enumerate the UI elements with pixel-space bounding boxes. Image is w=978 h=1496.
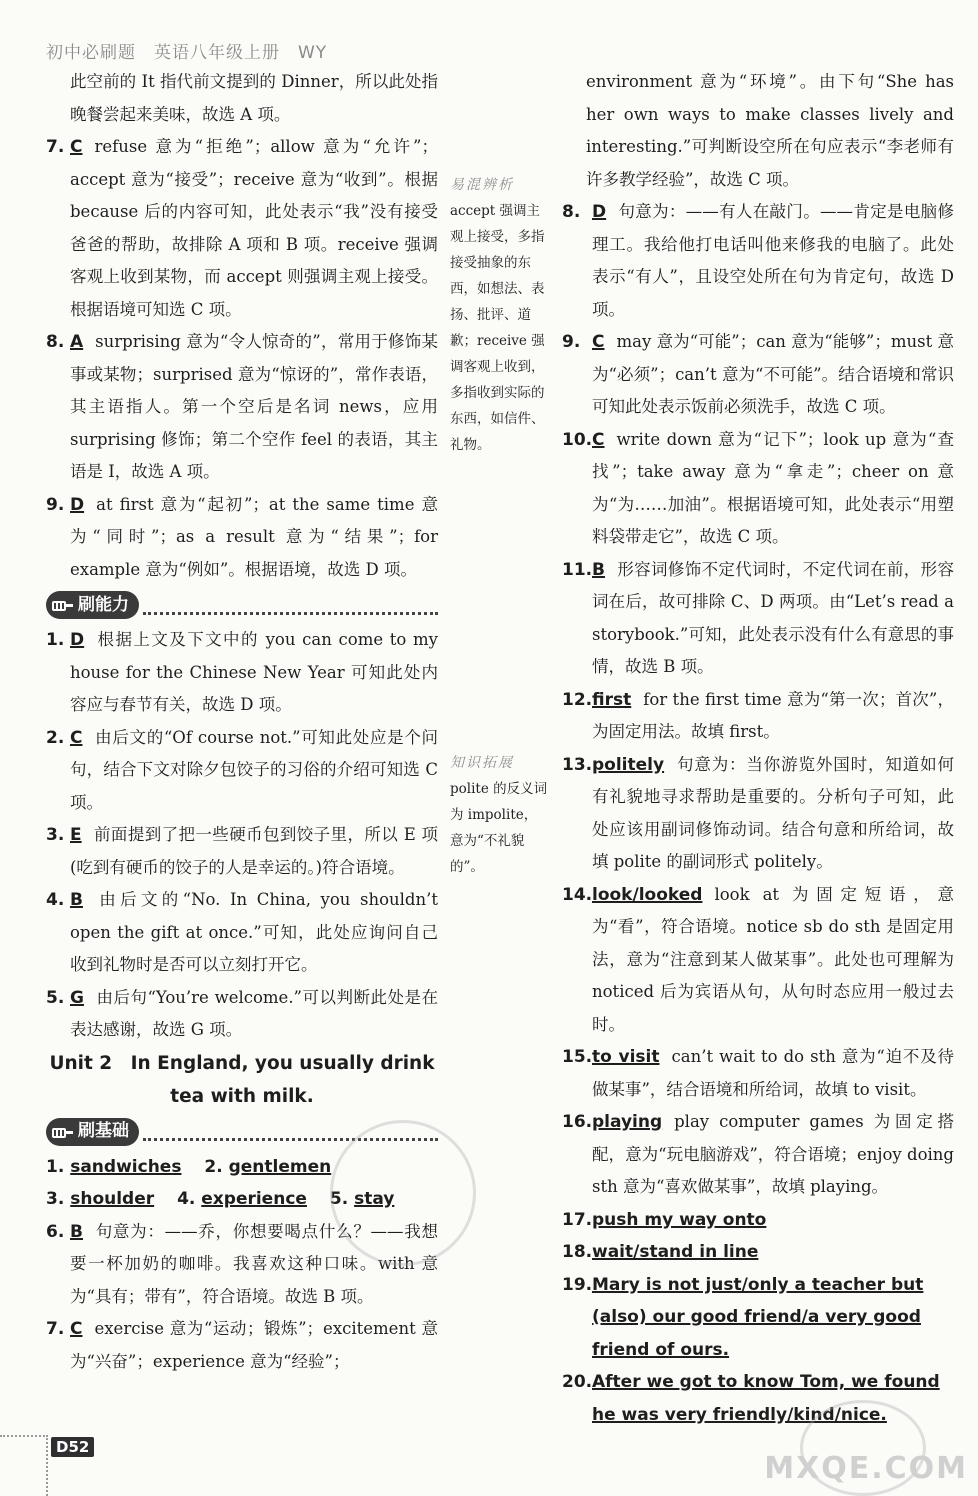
answer-item [562,879,954,1042]
answer-item [562,1041,954,1106]
explanation: write down 意为“记下”；look up 意为“查找”；take away 意为“拿走”；cheer on 意为“为……加油”。根据语境可知，此处表示“用塑料袋带走它”，故选 C 项。 [592,429,954,546]
section-header-ability [46,588,438,622]
unit-title-line2: tea with milk. [170,1085,314,1107]
answer: first [592,689,632,710]
answer: gentlemen [228,1156,332,1177]
page-number: D52 [51,1437,94,1457]
answer-item [46,884,438,982]
question-number: 18. [562,1242,593,1262]
answer: C [592,429,605,450]
answer: push my way onto [592,1209,767,1230]
question-number: 5. [46,987,65,1008]
answer-item [562,1236,954,1269]
unit-title-line1: Unit 2 In England, you usually drink [49,1052,435,1074]
question-number: 2. [46,727,65,748]
side-note-label: 知识拓展 [450,755,514,771]
answer: C [70,1319,83,1339]
answer-item [562,424,954,554]
explanation: may 意为“可能”；can 意为“能够”；must 意为“必须”；can’t 意为“不可能”。结合语境和常识可知此处表示饭前必须洗手，故选 C 项。 [592,332,954,416]
answer-item [562,554,954,684]
answer: D [70,494,85,515]
question-number: 9. [46,494,65,515]
question-number: 1. [46,630,65,650]
answer: B [592,559,605,580]
question-number: 4. [177,1189,196,1209]
unit-title [46,1047,438,1113]
question-number: 7. [46,137,65,157]
question-number: 2. [204,1156,223,1177]
explanation: for the first time 意为“第一次；首次”，为固定用法。故填 first。 [592,689,954,741]
answer: C [70,137,83,157]
explanation: 根据上文及下文中的 you can come to my house for the Chinese New Year 可知此处内容应与春节有关，故选 D 项。 [70,630,438,714]
watermark-stamp [330,1120,476,1266]
answer-item [46,326,438,489]
answer-item [562,1106,954,1204]
question-number: 12. [562,689,593,710]
answer: to visit [592,1047,660,1067]
question-number: 16. [562,1112,593,1132]
explanation: 由后文的“Of course not.”可知此处应是个问句，结合下文对除夕包饺子的习俗的介绍可知选 C 项。 [70,727,438,812]
answer: D [592,202,607,222]
explanation: exercise 意为“运动；锻炼”；excitement 意为“兴奋”；experience 意为“经验”； [70,1319,438,1371]
answer-item [46,982,438,1047]
question-number: 4. [46,890,65,910]
question-number: 3. [46,825,65,845]
explanation: 句意为：——有人在敲门。——肯定是电脑修理工。我给他打电话叫他来修我的电脑了。此处表示“有人”，且设空处所在句为肯定句，故选 D 项。 [592,202,954,319]
answer-item [46,131,438,326]
answer: wait/stand in line [592,1242,759,1262]
answer: Mary is not just/only a teacher but (also) our good friend/a very good friend of ours. [592,1274,924,1360]
question-number: 13. [562,754,593,775]
brush-icon [50,1122,74,1142]
answer-item [562,196,954,326]
left-intro: 此空前的 It 指代前文提到的 Dinner，所以此处指晚餐尝起来美味，故选 A 项。 [70,72,438,124]
answer: D [70,630,85,650]
answer-item [562,749,954,879]
explanation: surprising 意为“令人惊奇的”，常用于修饰某事或某物；surprised 意为“惊讶的”，常作表语，其主语指人。第一个空后是名词 news，应用 surprising 修饰；第二个空作 feel 的表语，其主语是 I，故选 A 项。 [70,332,438,481]
side-note-text: accept 强调主观上接受，多指接受抽象的东西，如想法、表扬、批评、道歉；receive 强调客观上收到，多指收到实际的东西，如信件、礼物。 [450,203,545,453]
question-number: 6. [46,1221,65,1242]
answer: playing [592,1112,663,1132]
explanation: 句意为：——乔，你想要喝点什么？——我想要一杯加奶的咖啡。我喜欢这种口味。with 意为“具有；带有”，符合语境。故选 B 项。 [70,1221,438,1306]
explanation: 由后句“You’re welcome.”可以判断此处是在表达感谢，故选 G 项。 [70,987,438,1039]
answer: shoulder [70,1189,155,1209]
right-intro: environment 意为“环境”。由下句“She has her own ways to make classes lively and interesting.”可判断设空所在句应表示“李老师有许多教学经验”，故选 C 项。 [586,72,954,189]
question-number: 17. [562,1209,593,1230]
side-note-text: polite 的反义词为 impolite，意为“不礼貌的”。 [450,781,548,875]
section-title: 刷基础 [78,1121,129,1142]
section-badge [46,1118,139,1146]
divider [143,596,438,615]
side-note-label: 易混辨析 [450,177,514,193]
explanation: at first 意为“起初”；at the same time 意为“同时”；as a result 意为“结果”；for example 意为“例如”。根据语境，故选 D 项。 [70,494,438,579]
explanation: 前面提到了把一些硬币包到饺子里，所以 E 项(吃到有硬币的饺子的人是幸运的。)符合语境。 [70,825,438,877]
question-number: 8. [46,332,65,352]
question-number: 10. [562,429,593,450]
answer-item [46,1313,438,1378]
question-number: 9. [562,332,581,352]
watermark: MXQE.COM [764,1451,968,1486]
answer-item [562,1269,954,1367]
page-header: 初中必刷题 英语八年级上册 WY [46,43,328,63]
question-number: 5. [329,1189,349,1209]
answer: sandwiches [70,1156,182,1177]
answer: look/looked [592,884,703,905]
answer-item [46,624,438,722]
question-number: 14. [562,884,593,905]
answer: B [70,890,83,910]
answer: G [70,987,84,1008]
answer: stay [354,1189,395,1209]
answer: experience [201,1189,307,1209]
answer-item [562,684,954,749]
answer: A [70,332,84,352]
answer: C [70,727,83,748]
question-number: 8. [562,202,581,222]
explanation: play computer games 为固定搭配，意为“玩电脑游戏”，符合语境；enjoy doing sth 意为“喜欢做某事”，故填 playing。 [592,1112,954,1196]
explanation: refuse 意为“拒绝”；allow 意为“允许”；accept 意为“接受”；receive 意为“收到”。根据 because 后的内容可知，此处表示“我”没有接受爸爸的帮助，故排除 A 项和 B 项。receive 强调客观上收到某物，而 accept 则强调主观上接受。根据语境可知选 C 项。 [70,137,438,319]
explanation: 形容词修饰不定代词时，不定代词在前，形容词在后，故可排除 C、D 两项。由“Let’s read a storybook.”可知，此处表示没有什么有意思的事情，故选 B 项。 [592,559,954,676]
side-note-confusables [450,172,550,458]
answer-item [46,722,438,820]
right-column [562,66,954,1431]
answer: politely [592,754,665,775]
question-number: 15. [562,1047,593,1067]
answer: B [70,1221,83,1242]
section-badge [46,591,139,619]
question-number: 11. [562,559,593,580]
question-number: 1. [46,1156,65,1177]
answer: C [592,332,605,352]
question-number: 3. [46,1189,65,1209]
answer-item [46,819,438,884]
section-title: 刷能力 [78,594,129,615]
answer-item [46,489,438,587]
explanation: can’t wait to do sth 意为“迫不及待做某事”，结合语境和所给词，故填 to visit。 [592,1047,954,1099]
question-number: 7. [46,1319,65,1339]
answer-item [562,326,954,424]
answer: E [70,825,82,845]
answer-item [562,1204,954,1237]
side-note-extension [450,750,550,880]
page-corner-decoration [0,1435,48,1496]
explanation: look at 为固定短语，意为“看”，符合语境。notice sb do sth 是固定用法，意为“注意到某人做某事”。此处也可理解为 noticed 后为宾语从句，从句时态应用一般过去时。 [592,884,954,1034]
answer: After we got to know Tom, we found he was very friendly/kind/nice. [592,1372,940,1425]
explanation: 由后文的“No. In China, you shouldn’t open the gift at once.”可知，此处应询问自己收到礼物时是否可以立刻打开它。 [70,890,438,974]
question-number: 20. [562,1372,593,1392]
explanation: 句意为：当你游览外国时，知道如何有礼貌地寻求帮助是重要的。分析句子可知，此处应该用副词修饰动词。结合句意和所给词，故填 polite 的副词形式 politely。 [592,754,954,871]
question-number: 19. [562,1274,593,1295]
brush-icon [50,595,74,615]
